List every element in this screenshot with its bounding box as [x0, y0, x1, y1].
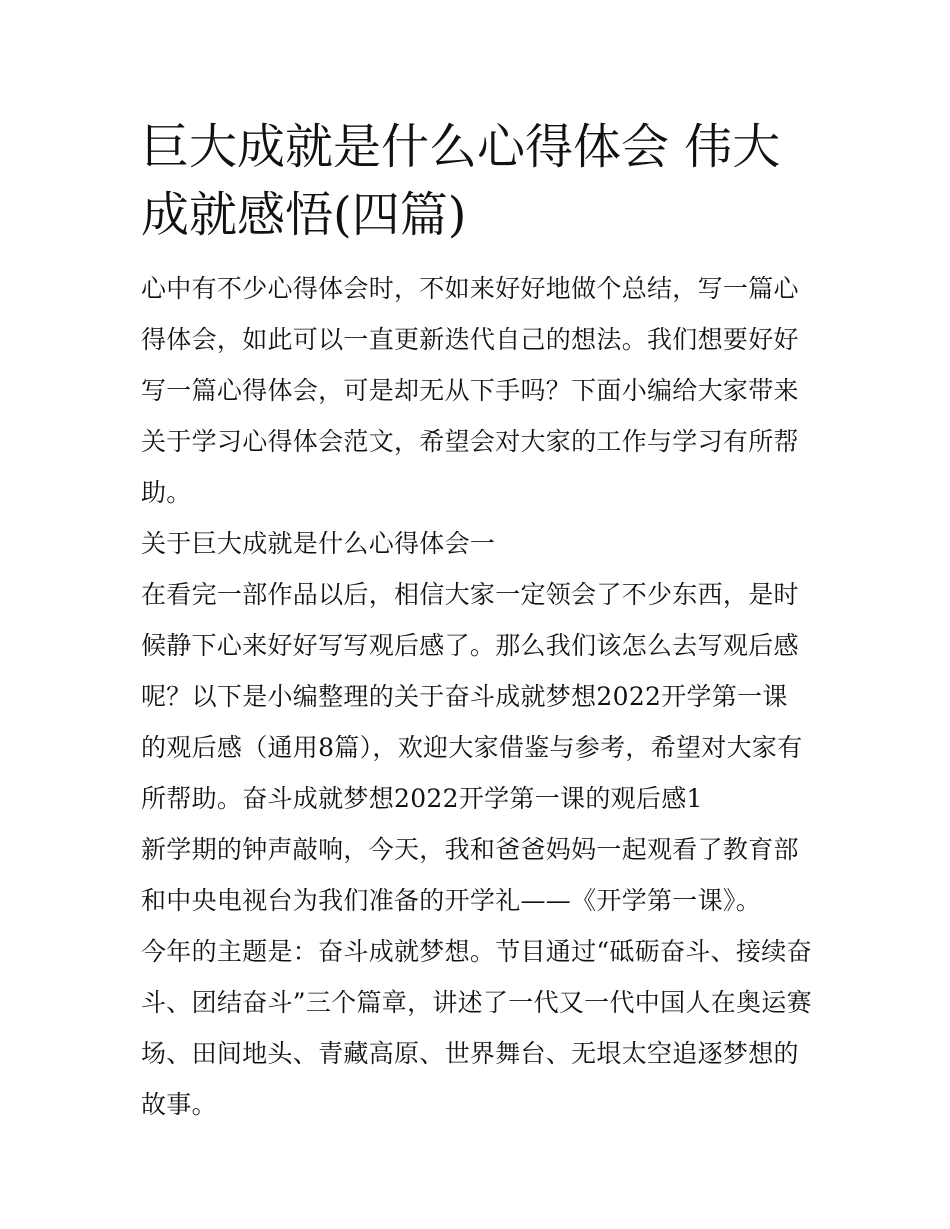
body-paragraph: 今年的主题是：奋斗成就梦想。节目通过“砥砺奋斗、接续奋斗、团结奋斗”三个篇章，讲述了一代又一代中国人在奥运赛场、田间地头、青藏高原、世界舞台、无垠太空追逐梦想的故事。	[141, 937, 812, 1119]
document-title: 巨大成就是什么心得体会 伟大成就感悟(四篇)	[141, 119, 781, 243]
body-paragraph: 在看完一部作品以后，相信大家一定领会了不少东西，是时候静下心来好好写写观后感了。那么我们该怎么去写观后感呢？以下是小编整理的关于奋斗成就梦想2022开学第一课的观后感（通用8篇），欢迎大家借鉴与参考，希望对大家有所帮助。奋斗成就梦想2022开学第一课的观后感1	[141, 580, 803, 813]
section-heading: 关于巨大成就是什么心得体会一	[141, 529, 496, 558]
intro-paragraph: 心中有不少心得体会时，不如来好好地做个总结，写一篇心得体会，如此可以一直更新迭代自己的想法。我们想要好好写一篇心得体会，可是却无从下手吗？下面小编给大家带来关于学习心得体会范文，希望会对大家的工作与学习有所帮助。	[141, 274, 799, 507]
document-body	[141, 113, 813, 1130]
body-paragraph: 新学期的钟声敲响，今天，我和爸爸妈妈一起观看了教育部和中央电视台为我们准备的开学礼——《开学第一课》。	[141, 835, 799, 915]
